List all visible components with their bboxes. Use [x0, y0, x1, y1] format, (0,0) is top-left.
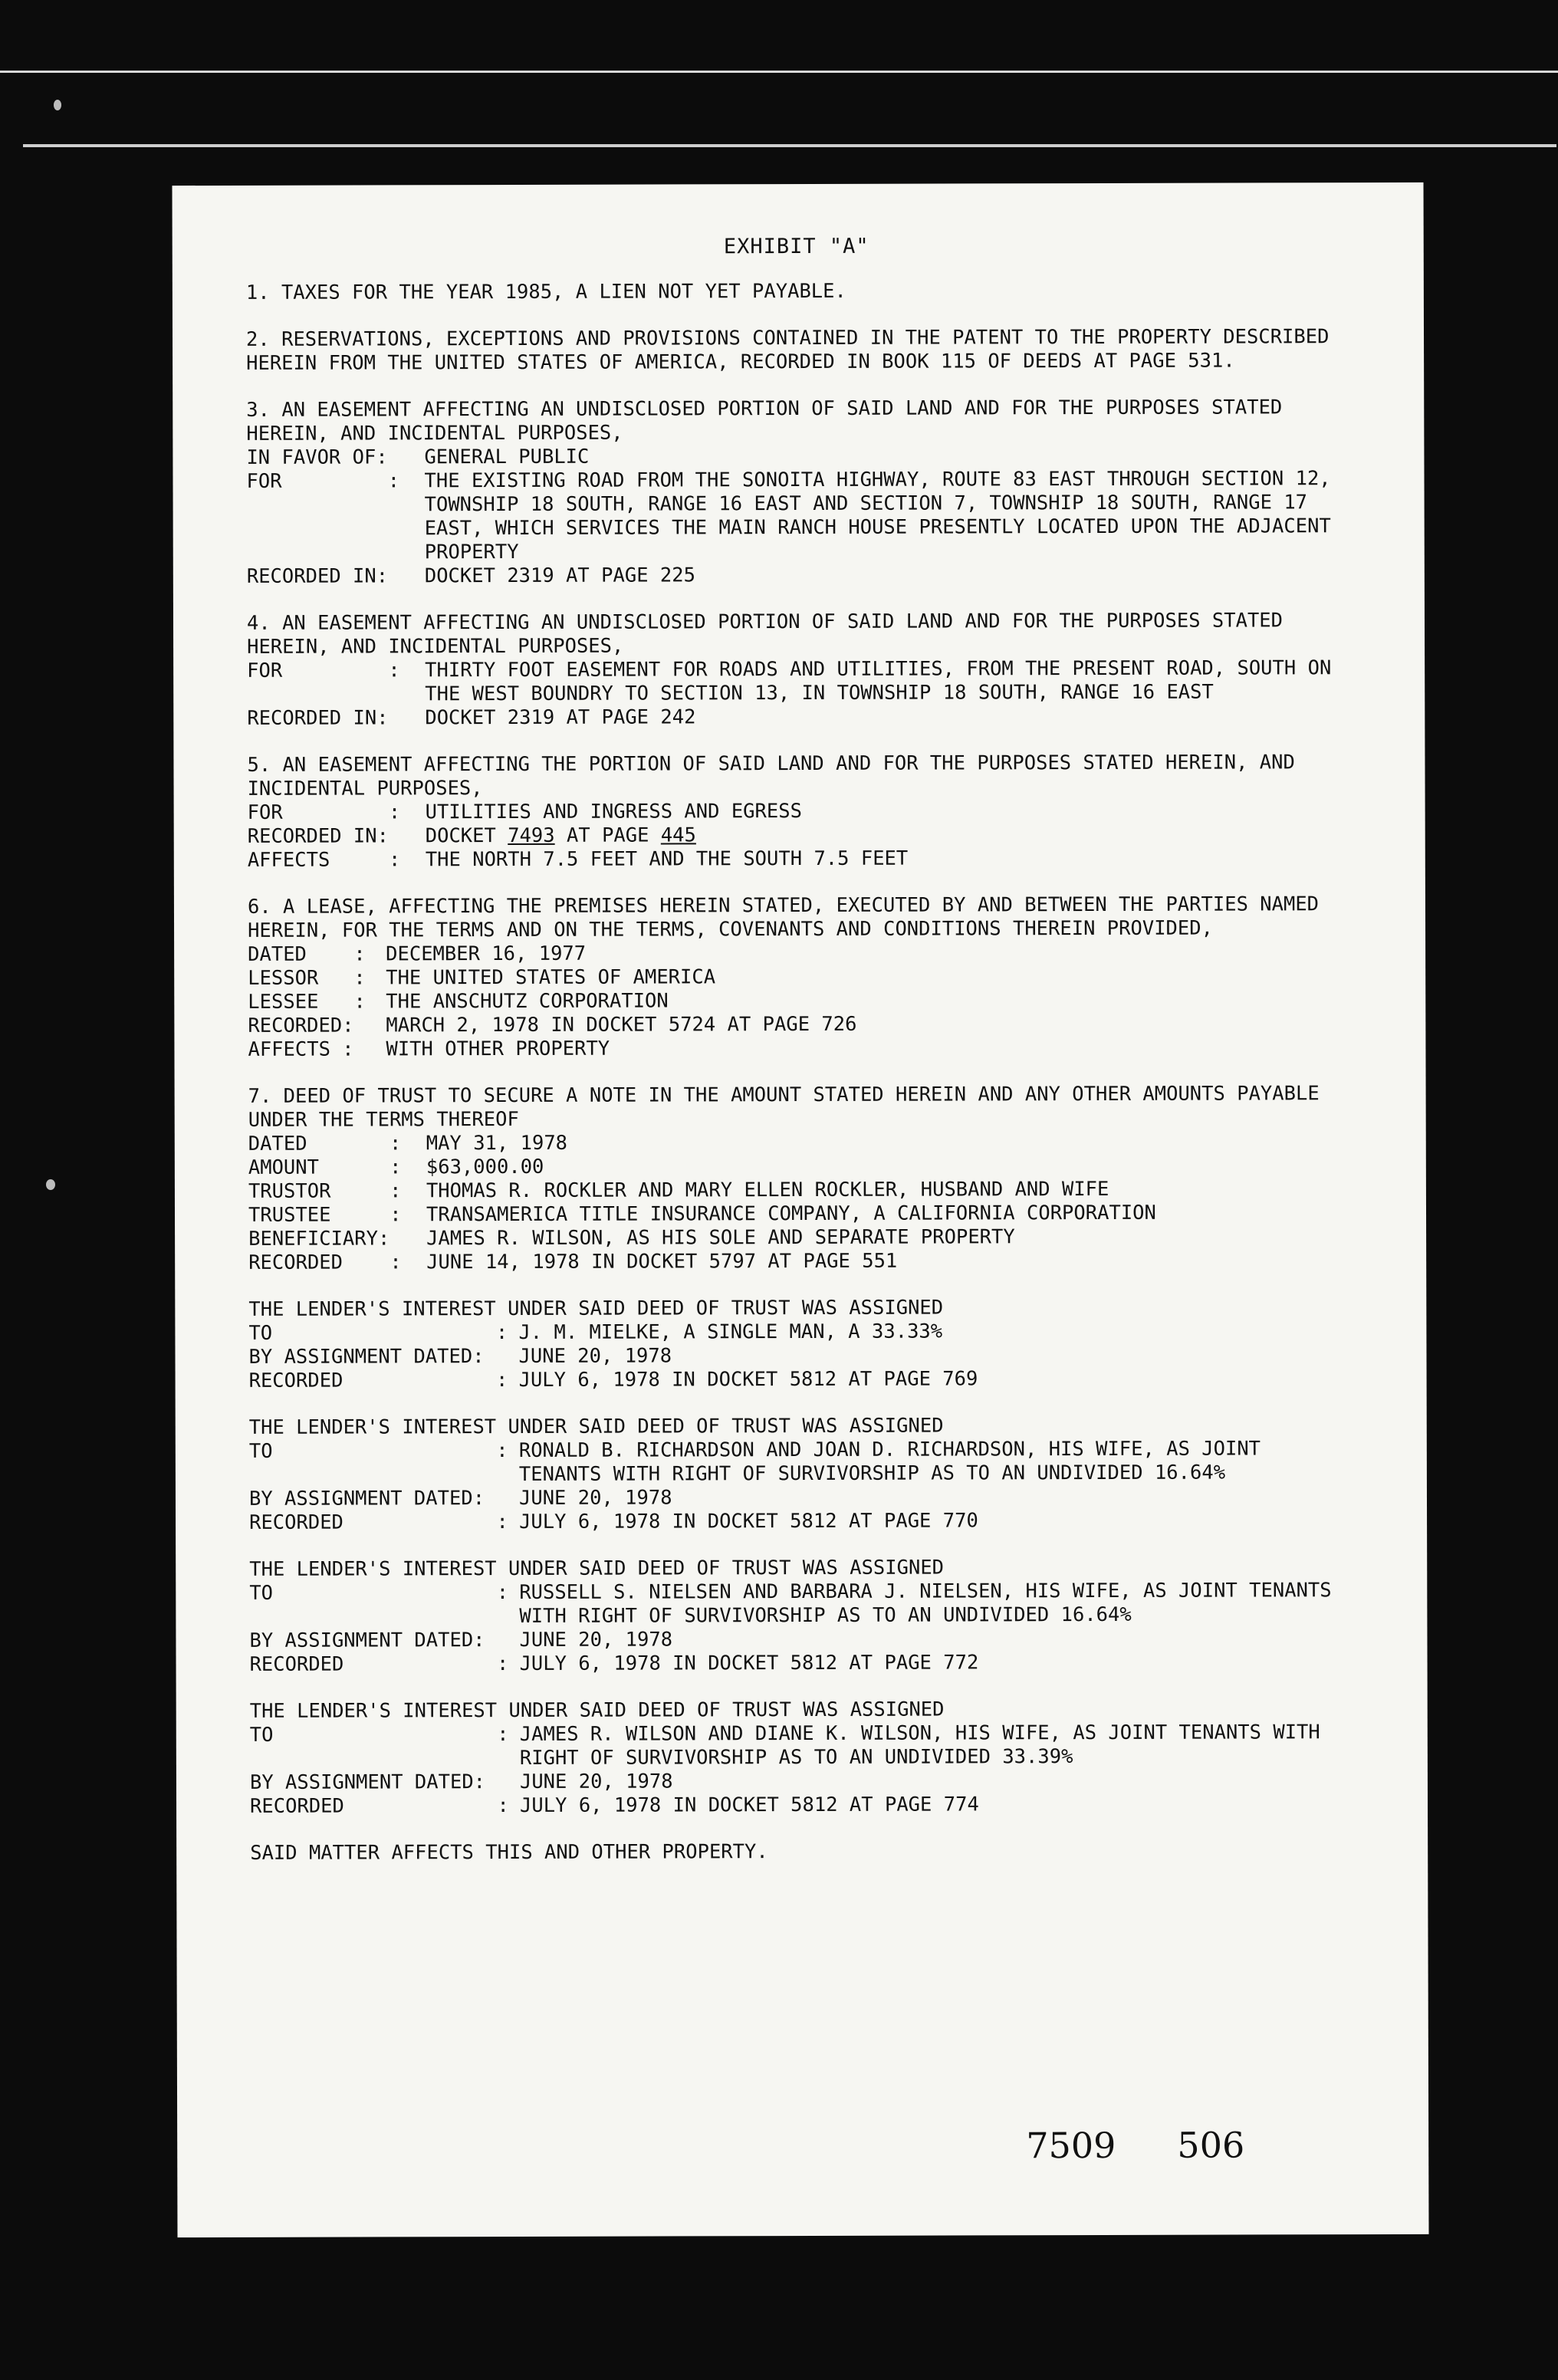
field-key: IN FAVOR OF: — [246, 445, 388, 469]
item-4-field-for — [247, 656, 1348, 707]
field-value: JULY 6, 1978 IN DOCKET 5812 AT PAGE 772 — [519, 1651, 979, 1675]
docket-label: DOCKET — [425, 824, 496, 848]
field-key: RECORDED : — [248, 1369, 508, 1392]
field-value: JULY 6, 1978 IN DOCKET 5812 AT PAGE 774 — [519, 1793, 979, 1817]
item-5 — [247, 751, 1348, 873]
page-number: 445 — [660, 823, 696, 847]
docket-page-stamp — [1026, 2124, 1244, 2166]
item-7 — [248, 1082, 1350, 1275]
field-value: TRANSAMERICA TITLE INSURANCE COMPANY, A CALIFORNIA CORPORATION — [426, 1201, 1156, 1227]
field-key: TO : — [249, 1580, 509, 1605]
field-key: RECORDED : — [249, 1510, 508, 1534]
assignment-to — [249, 1437, 1350, 1488]
item-2-text: 2. RESERVATIONS, EXCEPTIONS AND PROVISIONS CONTAINED IN THE PATENT TO THE PROPERTY DESCRIBED HEREIN FROM THE UNITED STATES OF AMERICA, RECORDED IN BOOK 115 OF DEEDS AT PAGE 531. — [245, 325, 1330, 375]
item-6-text: 6. A LEASE, AFFECTING THE PREMISES HEREIN STATED, EXECUTED BY AND BETWEEN THE PARTIES NAMED HEREIN, FOR THE TERMS AND ON THE TERMS, COVENANTS AND CONDITIONS THEREIN PROVIDED, — [247, 893, 1320, 942]
field-key: TO : — [248, 1321, 508, 1345]
item-7-field-beneficiary — [248, 1225, 1349, 1251]
field-value: THE NORTH 7.5 FEET AND THE SOUTH 7.5 FEET — [425, 846, 909, 872]
field-key: RECORDED : — [248, 1251, 402, 1274]
scan-line-top — [0, 71, 1558, 73]
field-value: JUNE 20, 1978 — [518, 1486, 672, 1510]
item-2 — [246, 325, 1347, 376]
assignment-3 — [249, 1555, 1350, 1677]
field-key: RECORDED IN: — [246, 564, 389, 588]
assignment-4 — [250, 1697, 1351, 1819]
field-value: JUNE 14, 1978 IN DOCKET 5797 AT PAGE 551 — [426, 1249, 898, 1274]
item-7-field-dated — [248, 1129, 1349, 1156]
field-key: BENEFICIARY: — [248, 1227, 390, 1251]
field-value — [426, 822, 1349, 848]
assignment-recorded — [250, 1792, 1351, 1819]
assignment-dated — [249, 1484, 1350, 1511]
item-7-text: 7. DEED OF TRUST TO SECURE A NOTE IN THE AMOUNT STATED HEREIN AND ANY OTHER AMOUNTS PAYABLE UNDER THE TERMS THEREOF — [248, 1082, 1320, 1132]
field-key: FOR : — [247, 800, 401, 824]
field-key: RECORDED IN: — [247, 706, 389, 730]
document-page — [172, 182, 1428, 2237]
field-value: GENERAL PUBLIC — [424, 445, 590, 469]
field-key: BY ASSIGNMENT DATED: — [249, 1629, 485, 1652]
item-4-text: 4. AN EASEMENT AFFECTING AN UNDISCLOSED PORTION OF SAID LAND AND FOR THE PURPOSES STATED HEREIN, AND INCIDENTAL PURPOSES, — [246, 609, 1284, 659]
field-key: TRUSTOR : — [248, 1179, 402, 1203]
field-key: AFFECTS : — [247, 848, 401, 872]
field-value: $63,000.00 — [426, 1155, 544, 1179]
item-3-field-in-favor-of — [246, 443, 1347, 470]
item-4-field-recorded-in — [247, 704, 1348, 731]
item-7-field-trustor — [248, 1177, 1349, 1204]
field-value: DOCKET 2319 AT PAGE 242 — [425, 705, 696, 730]
field-value: WITH OTHER PROPERTY — [386, 1037, 610, 1061]
scan-speck — [46, 1179, 55, 1190]
field-value: DECEMBER 16, 1977 — [386, 942, 587, 966]
field-value: DOCKET 2319 AT PAGE 225 — [424, 564, 695, 588]
item-5-field-affects — [248, 846, 1349, 873]
field-value: THE ANSCHUTZ CORPORATION — [386, 989, 669, 1014]
page-label: AT PAGE — [566, 823, 649, 847]
field-key: RECORDED: — [248, 1014, 354, 1037]
assignment-dated — [249, 1626, 1350, 1653]
assignment-to — [248, 1319, 1349, 1346]
field-key: BY ASSIGNMENT DATED: — [248, 1487, 485, 1511]
assignment-1 — [248, 1295, 1349, 1393]
field-key: BY ASSIGNMENT DATED: — [248, 1345, 485, 1369]
field-value: J. M. MIELKE, A SINGLE MAN, A 33.33% — [518, 1320, 943, 1344]
assignment-recorded — [250, 1650, 1351, 1677]
assignment-heading: THE LENDER'S INTEREST UNDER SAID DEED OF TRUST WAS ASSIGNED — [248, 1414, 944, 1439]
field-key: AFFECTS : — [248, 1037, 354, 1061]
field-key: TO : — [249, 1722, 509, 1747]
field-key: DATED : — [248, 942, 366, 966]
scan-speck — [54, 100, 61, 110]
item-1 — [246, 278, 1347, 305]
field-value: UTILITIES AND INGRESS AND EGRESS — [425, 799, 802, 824]
field-value: RUSSELL S. NIELSEN AND BARBARA J. NIELSEN, HIS WIFE, AS JOINT TENANTS WITH RIGHT OF SURVIVORSHIP AS TO AN UNDIVIDED 16.64% — [519, 1579, 1332, 1628]
field-key: AMOUNT : — [248, 1155, 402, 1179]
document-title: EXHIBIT "A" — [723, 234, 869, 259]
assignment-heading: THE LENDER'S INTEREST UNDER SAID DEED OF TRUST WAS ASSIGNED — [248, 1296, 944, 1321]
assignment-to — [250, 1721, 1351, 1771]
item-6-field-lessee — [248, 988, 1349, 1014]
assignment-recorded — [249, 1366, 1350, 1393]
field-value: JUNE 20, 1978 — [519, 1770, 673, 1793]
field-value: MARCH 2, 1978 IN DOCKET 5724 AT PAGE 726 — [386, 1012, 857, 1037]
assignment-2 — [249, 1413, 1350, 1535]
docket-number: 7493 — [508, 823, 555, 847]
assignment-dated — [250, 1768, 1351, 1795]
item-6 — [248, 893, 1349, 1062]
field-key: RECORDED : — [249, 1793, 509, 1818]
item-3-field-recorded-in — [247, 562, 1348, 589]
field-key: LESSEE : — [248, 990, 366, 1014]
field-key: RECORDED IN: — [247, 824, 389, 848]
field-value: MAY 31, 1978 — [426, 1131, 568, 1155]
closing-text: SAID MATTER AFFECTS THIS AND OTHER PROPERTY. — [250, 1840, 768, 1865]
field-value: JULY 6, 1978 IN DOCKET 5812 AT PAGE 770 — [519, 1509, 978, 1534]
field-value: JULY 6, 1978 IN DOCKET 5812 AT PAGE 769 — [518, 1367, 978, 1392]
field-key: BY ASSIGNMENT DATED: — [249, 1770, 486, 1794]
item-1-text: 1. TAXES FOR THE YEAR 1985, A LIEN NOT YET PAYABLE. — [245, 279, 846, 304]
item-5-field-recorded-in — [248, 822, 1349, 849]
field-key: LESSOR : — [248, 966, 366, 990]
assignment-heading: THE LENDER'S INTEREST UNDER SAID DEED OF TRUST WAS ASSIGNED — [249, 1698, 945, 1723]
field-value: THE UNITED STATES OF AMERICA — [386, 965, 716, 990]
field-key: FOR : — [247, 659, 400, 682]
assignment-heading: THE LENDER'S INTEREST UNDER SAID DEED OF TRUST WAS ASSIGNED — [249, 1556, 945, 1581]
item-6-field-affects — [248, 1035, 1349, 1062]
item-4 — [247, 609, 1348, 731]
field-value: THE EXISTING ROAD FROM THE SONOITA HIGHWAY, ROUTE 83 EAST THROUGH SECTION 12, TOWNSHIP 18 SOUTH, RANGE 16 EAST AND SECTION 7, TOWNSHIP 18 SOUTH, RANGE 17 EAST, WHICH SERVICES THE MAIN RANCH HOUSE PRESENTLY LOCATED UPON THE ADJACENT PROPERTY — [424, 467, 1331, 564]
field-key: TRUSTEE : — [248, 1203, 402, 1227]
item-3-text: 3. AN EASEMENT AFFECTING AN UNDISCLOSED PORTION OF SAID LAND AND FOR THE PURPOSES STATED HEREIN, AND INCIDENTAL PURPOSES, — [246, 396, 1283, 445]
field-key: RECORDED : — [249, 1652, 509, 1676]
closing-statement — [250, 1839, 1351, 1866]
item-6-field-recorded — [248, 1011, 1349, 1038]
assignment-recorded — [249, 1508, 1350, 1535]
field-value: THIRTY FOOT EASEMENT FOR ROADS AND UTILITIES, FROM THE PRESENT ROAD, SOUTH ON THE WEST BOUNDRY TO SECTION 13, IN TOWNSHIP 18 SOUTH, RANGE 16 EAST — [425, 656, 1332, 706]
footer-page-number: 506 — [1177, 2124, 1245, 2166]
item-5-field-for — [248, 798, 1349, 825]
assignment-dated — [248, 1343, 1349, 1369]
field-key: DATED : — [248, 1132, 402, 1155]
field-value: JAMES R. WILSON, AS HIS SOLE AND SEPARATE PROPERTY — [426, 1225, 1015, 1251]
field-value: RONALD B. RICHARDSON AND JOAN D. RICHARDSON, HIS WIFE, AS JOINT TENANTS WITH RIGHT OF SURVIVORSHIP AS TO AN UNDIVIDED 16.64% — [518, 1437, 1261, 1486]
field-key: FOR : — [246, 469, 400, 493]
item-3-field-for — [246, 467, 1347, 565]
field-value: JAMES R. WILSON AND DIANE K. WILSON, HIS WIFE, AS JOINT TENANTS WITH RIGHT OF SURVIVORSHIP AS TO AN UNDIVIDED 33.39% — [519, 1721, 1320, 1770]
footer-docket-number: 7509 — [1026, 2124, 1116, 2167]
scan-line-second — [23, 144, 1556, 147]
item-6-field-dated — [248, 940, 1349, 967]
item-6-field-lessor — [248, 964, 1349, 991]
field-key: TO : — [248, 1438, 508, 1463]
item-5-text: 5. AN EASEMENT AFFECTING THE PORTION OF SAID LAND AND FOR THE PURPOSES STATED HEREIN, AND INCIDENTAL PURPOSES, — [247, 751, 1295, 800]
field-value: JUNE 20, 1978 — [519, 1628, 673, 1652]
item-7-field-trustee — [248, 1201, 1349, 1228]
item-7-field-amount — [248, 1153, 1349, 1180]
field-value: JUNE 20, 1978 — [518, 1344, 672, 1368]
field-value: THOMAS R. ROCKLER AND MARY ELLEN ROCKLER, HUSBAND AND WIFE — [426, 1177, 1109, 1203]
assignment-to — [249, 1579, 1350, 1629]
item-7-field-recorded — [248, 1248, 1349, 1275]
item-3 — [246, 396, 1348, 589]
